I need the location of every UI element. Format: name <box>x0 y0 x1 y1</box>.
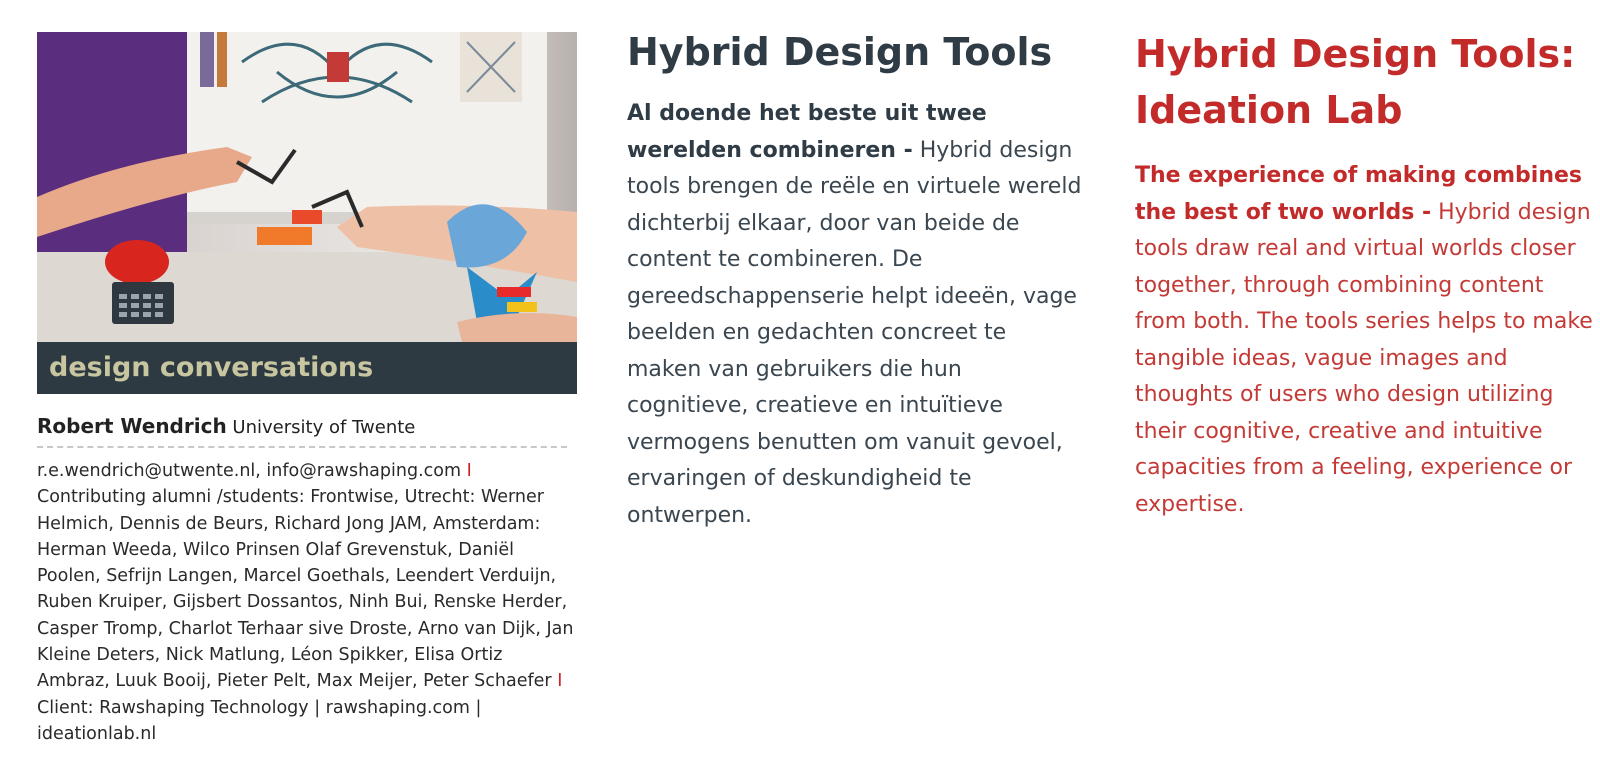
author-name: Robert Wendrich <box>37 414 227 438</box>
contact-emails: r.e.wendrich@utwente.nl, info@rawshaping.com <box>37 461 462 481</box>
english-title: Hybrid Design Tools: Ideation Lab <box>1135 32 1576 132</box>
dutch-title: Hybrid Design Tools <box>627 30 1053 74</box>
photo-illustration <box>37 32 577 342</box>
photo-caption: design conversations <box>37 342 577 394</box>
client-info: Client: Rawshaping Technology | rawshaping.com | ideationlab.nl <box>37 697 482 744</box>
english-body <box>1135 158 1595 523</box>
credits-block <box>37 458 577 747</box>
separator-mark: I <box>557 671 563 692</box>
dutch-body <box>627 96 1082 534</box>
project-photo <box>37 32 577 342</box>
contributors-list: Contributing alumni /students: Frontwise, Utrecht: Werner Helmich, Dennis de Beurs, Richard Jong JAM, Amsterdam: Herman Weeda, Wilco Prinsen Olaf Grevenstuk, Daniël Poolen, Sefrijn Langen, Marcel Goethals, Leendert Verduijn, Ruben Kruiper, Gijsbert Dossantos, Ninh Bui, Renske Herder, Casper Tromp, Charlot Terhaar sive Droste, Arno van Dijk, Jan Kleine Deters, Nick Matlung, Léon Spikker, Elisa Ortiz Ambraz, Luuk Booij, Pieter Pelt, Max Meijer, Peter Schaefer <box>37 487 574 692</box>
left-column <box>37 32 577 747</box>
separator-mark: I <box>466 461 472 481</box>
dutch-column <box>627 26 1082 534</box>
dutch-text: Hybrid design tools brengen de reële en virtuele wereld dichterbij elkaar, door van beide de content te combineren. De gereedschappenserie helpt ideeën, vage beelden en gedachten concreet te maken van gebruikers die hun cognitieve, creatieve en intuïtieve vermogens benutten om vanuit gevoel, ervaringen of deskundigheid te ontwerpen. <box>627 137 1082 528</box>
english-column <box>1135 26 1595 523</box>
author-line <box>37 414 577 438</box>
english-text: Hybrid design tools draw real and virtual worlds closer together, through combining content from both. The tools series helps to make tangible ideas, vague images and thoughts of users who design utilizing their cognitive, creative and intuitive capacities from a feeling, experience or expertise. <box>1135 199 1593 517</box>
english-lead: The experience of making combines the best of two worlds - <box>1135 163 1583 225</box>
dashed-divider <box>37 446 567 448</box>
dutch-lead: Al doende het beste uit twee werelden combineren - <box>627 101 987 163</box>
author-affiliation: University of Twente <box>232 417 416 438</box>
